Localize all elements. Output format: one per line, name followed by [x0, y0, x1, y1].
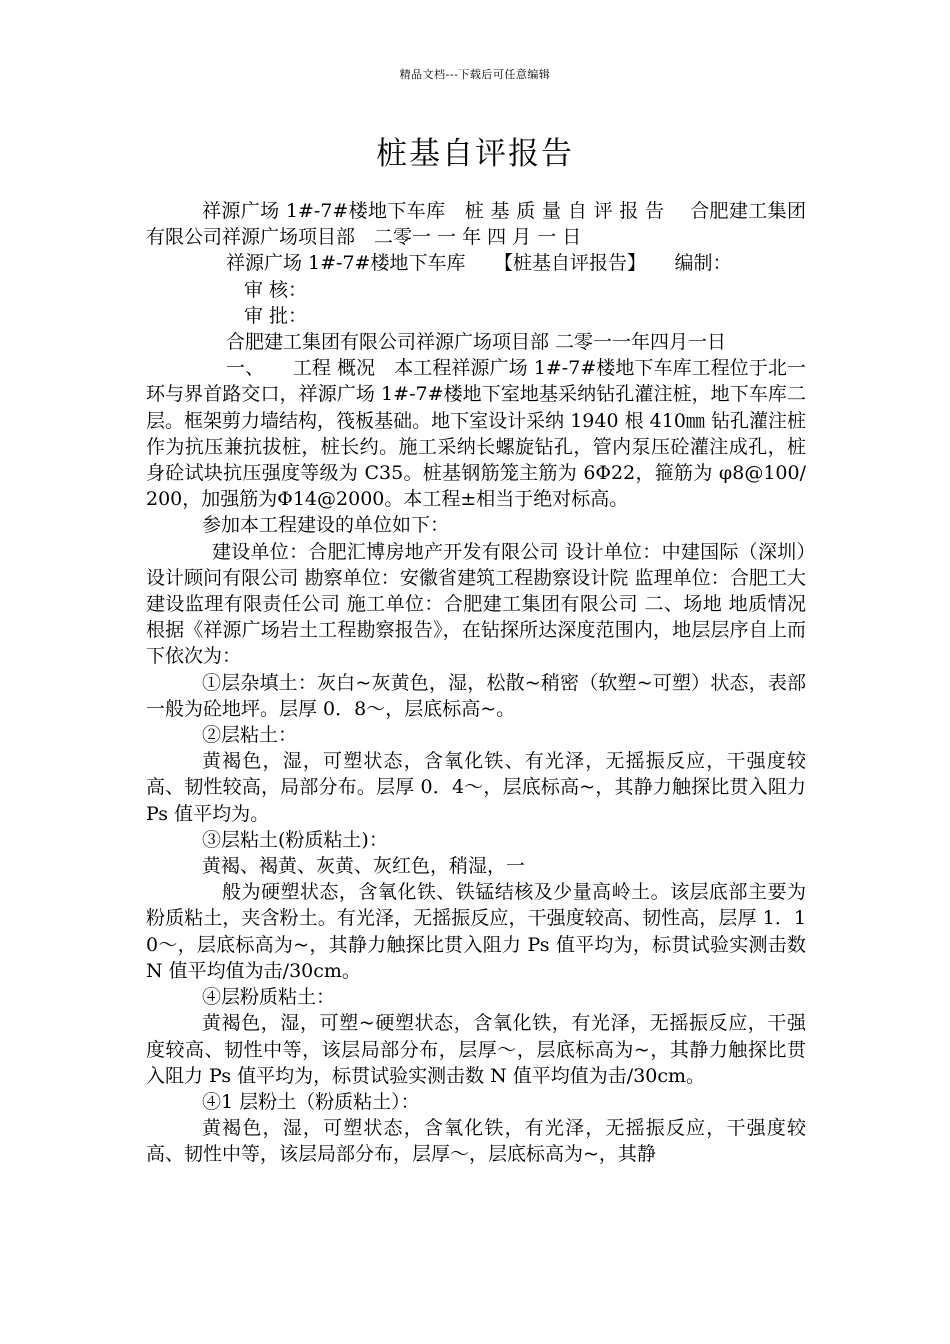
- page-header-note: 精品文档---下载后可任意编辑: [399, 68, 551, 81]
- paragraph-approved-by: 审 批：: [244, 304, 308, 327]
- document-title: 桩基自评报告: [376, 136, 574, 172]
- paragraph-layer-2-heading: ②层粘土：: [202, 724, 298, 747]
- paragraph-layer-4-1-desc: 黄褐色，湿，可塑状态，含氧化铁，有光泽，无摇振反应，干强度较高、韧性中等，该层局部分布，层厚～，层底标高为~，其静: [146, 1117, 806, 1166]
- paragraph-layer-3-desc-start: 黄褐、褐黄、灰黄、灰红色，稍湿，一: [202, 855, 526, 878]
- paragraph-layer-4-1-heading: ④1 层粉土（粉质粘土）：: [202, 1090, 420, 1113]
- paragraph-company-date: 合肥建工集团有限公司祥源广场项目部 二零一一年四月一日: [226, 331, 727, 354]
- paragraph-layer-4-heading: ④层粉质粘土：: [202, 986, 336, 1009]
- paragraph-layer-1: ①层杂填土：灰白~灰黄色，湿，松散~稍密（软塑~可塑）状态，表部一般为砼地坪。层厚 0．8～，层底标高~。: [146, 671, 806, 720]
- document-body: [146, 198, 826, 1168]
- paragraph-project-overview: 一、 工程 概况 本工程祥源广场 1#-7#楼地下车库工程位于北一环与界首路交口，祥源广场 1#-7#楼地下室地基采纳钻孔灌注桩，地下车库二层。框架剪力墙结构，筏板基础。地下室设计采纳 1940 根 410㎜ 钻孔灌注桩作为抗压兼抗拔桩，桩长约。施工采纳长螺旋钻孔，管内泵压砼灌注成孔，桩身砼试块抗压强度等级为 C35。桩基钢筋笼主筋为 6Φ22，箍筋为 φ8@100/200，加强筋为Φ14@2000。本工程±相当于绝对标高。: [146, 357, 806, 511]
- paragraph-participants-intro: 参加本工程建设的单位如下：: [202, 514, 450, 537]
- paragraph-report-heading: 祥源广场 1#-7#楼地下车库 桩 基 质 量 自 评 报 告 合肥建工集团有限公司祥源广场项目部 二零一 一 年 四 月 一 日: [146, 200, 806, 249]
- paragraph-layer-3-heading: ③层粘土(粉质粘土)：: [202, 828, 388, 851]
- paragraph-compiled-by: 祥源广场 1#-7#楼地下车库 【桩基自评报告】 编制：: [226, 252, 732, 275]
- paragraph-layer-4-desc: 黄褐色，湿，可塑~硬塑状态，含氧化铁，有光泽，无摇振反应，干强度较高、韧性中等，该层局部分布，层厚～，层底标高为~，其静力触探比贯入阻力 Ps 值平均为，标贯试验实测击数 N 值平均值为击/30cm。: [146, 1012, 806, 1087]
- paragraph-layer-2-desc: 黄褐色，湿，可塑状态，含氧化铁、有光泽，无摇振反应，干强度较高、韧性较高，局部分布。层厚 0．4～，层底标高~，其静力触探比贯入阻力 Ps 值平均为。: [146, 750, 806, 825]
- paragraph-layer-3-desc: 般为硬塑状态，含氧化铁、铁锰结核及少量高岭土。该层底部主要为粉质粘土，夹含粉土。有光泽，无摇振反应，干强度较高、韧性高，层厚 1．10～，层底标高为~，其静力触探比贯入阻力 Ps 值平均为，标贯试验实测击数 N 值平均值为击/30cm。: [146, 881, 806, 982]
- paragraph-reviewed-by: 审 核：: [244, 278, 308, 301]
- paragraph-participants-list: 建设单位：合肥汇博房地产开发有限公司 设计单位：中建国际（深圳）设计顾问有限公司 勘察单位：安徽省建筑工程勘察设计院 监理单位：合肥工大建设监理有限责任公司 施工单位：合肥建工集团有限公司 二、场地 地质情况 根据《祥源广场岩土工程勘察报告》，在钻探所达深度范围内，地层层序自上而下依次为：: [146, 540, 826, 668]
